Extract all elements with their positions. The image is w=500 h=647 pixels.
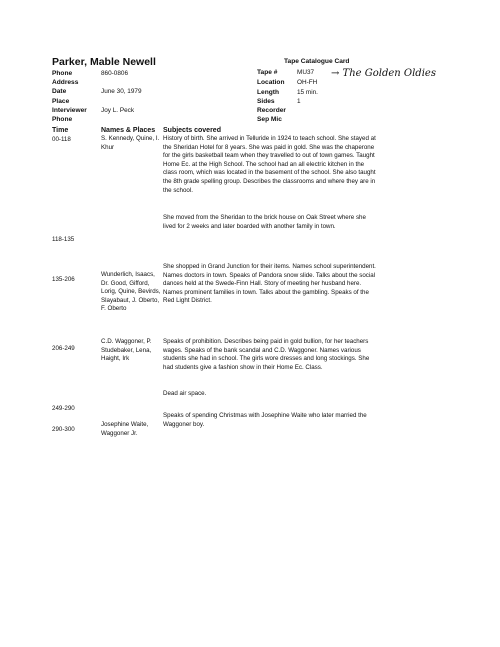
tape-label: Tape # <box>257 69 278 76</box>
page-title: Parker, Mable Newell <box>52 56 156 68</box>
entry-time: 135-206 <box>52 276 75 283</box>
entry-time: 206-249 <box>52 345 75 352</box>
card-title: Tape Catalogue Card <box>284 58 350 65</box>
date-label: Date <box>52 88 67 95</box>
entry-time: 290-300 <box>52 426 75 433</box>
sides-value: 1 <box>297 98 301 105</box>
entry-time: 00-118 <box>52 136 71 143</box>
sides-label: Sides <box>257 98 275 105</box>
tape-handwritten-note: → The Golden Oldies <box>331 68 436 79</box>
time-column-header: Time <box>52 127 69 134</box>
entry-names: Josephine Waite, Waggoner Jr. <box>101 421 149 437</box>
entry-names: S. Kennedy, Quine, I. Khur <box>101 135 160 151</box>
length-label: Length <box>257 89 279 96</box>
entry-time: 249-290 <box>52 405 75 412</box>
entry-time: 118-135 <box>52 236 75 243</box>
length-value: 15 min. <box>297 89 318 96</box>
location-value: OH-FH <box>297 79 318 86</box>
entry-subject: Dead air space. <box>163 390 207 397</box>
tape-value: MU37 <box>297 69 315 76</box>
interviewer-label: Interviewer <box>52 107 87 114</box>
date-value: June 30, 1979 <box>101 88 142 95</box>
sep-mic-label: Sep Mic <box>257 116 282 123</box>
subjects-column-header: Subjects covered <box>163 127 221 134</box>
phone2-label: Phone <box>52 116 73 123</box>
entry-subject: Speaks of prohibition. Describes being paid in gold bullion, for her teachers wages. Speaks of the bank scandal and C.D. Waggoner. Names various students she had in school. The girls wore dresses and long stockings. She had students give a fashion show in their Home Ec. Class. <box>163 338 370 371</box>
place-label: Place <box>52 98 70 105</box>
address-label: Address <box>52 79 79 86</box>
entry-names: Wunderlich, Isaacs, Dr. Good, Gifford, Lorig, Quine, Bevirds, Slayabaut, J. Oberto, F. Oberto <box>101 271 161 313</box>
phone-label: Phone <box>52 70 73 77</box>
phone-value: 860-0806 <box>101 70 129 77</box>
entry-subject: History of birth. She arrived in Telluride in 1924 to teach school. She stayed at the Sheridan Hotel for 8 years. She was paid in gold. She was the chaperone for the girls basketball team when they travelled to out of town games. Taught Home Ec. at the High School. The school had an all electric kitchen in the class room, which was located in the basement of the school. She also taught the 8th grade spelling group. Describes the classrooms and where they are in the school. <box>163 135 376 194</box>
entry-subject: She shopped in Grand Junction for their items. Names school superintendent. Names doctors in town. Speaks of Pandora snow slide. Talks about the social dances held at the Swede-Finn Hall. Story of meeting her husband here. Names prominent families in town. Talks about the gambling. Speaks of the Red Light District. <box>163 263 376 305</box>
location-label: Location <box>257 79 285 86</box>
interviewer-value: Joy L. Peck <box>101 107 135 114</box>
entry-names: C.D. Waggoner, P. Studebaker, Lena, Haight, Irk <box>101 338 152 363</box>
recorder-label: Recorder <box>257 107 286 114</box>
entry-subject: She moved from the Sheridan to the brick house on Oak Street where she lived for 2 weeks and later boarded with another family in town. <box>163 214 366 230</box>
names-column-header: Names & Places <box>101 127 156 134</box>
entry-subject: Speaks of spending Christmas with Josephine Waite who later married the Waggoner boy. <box>163 412 367 428</box>
